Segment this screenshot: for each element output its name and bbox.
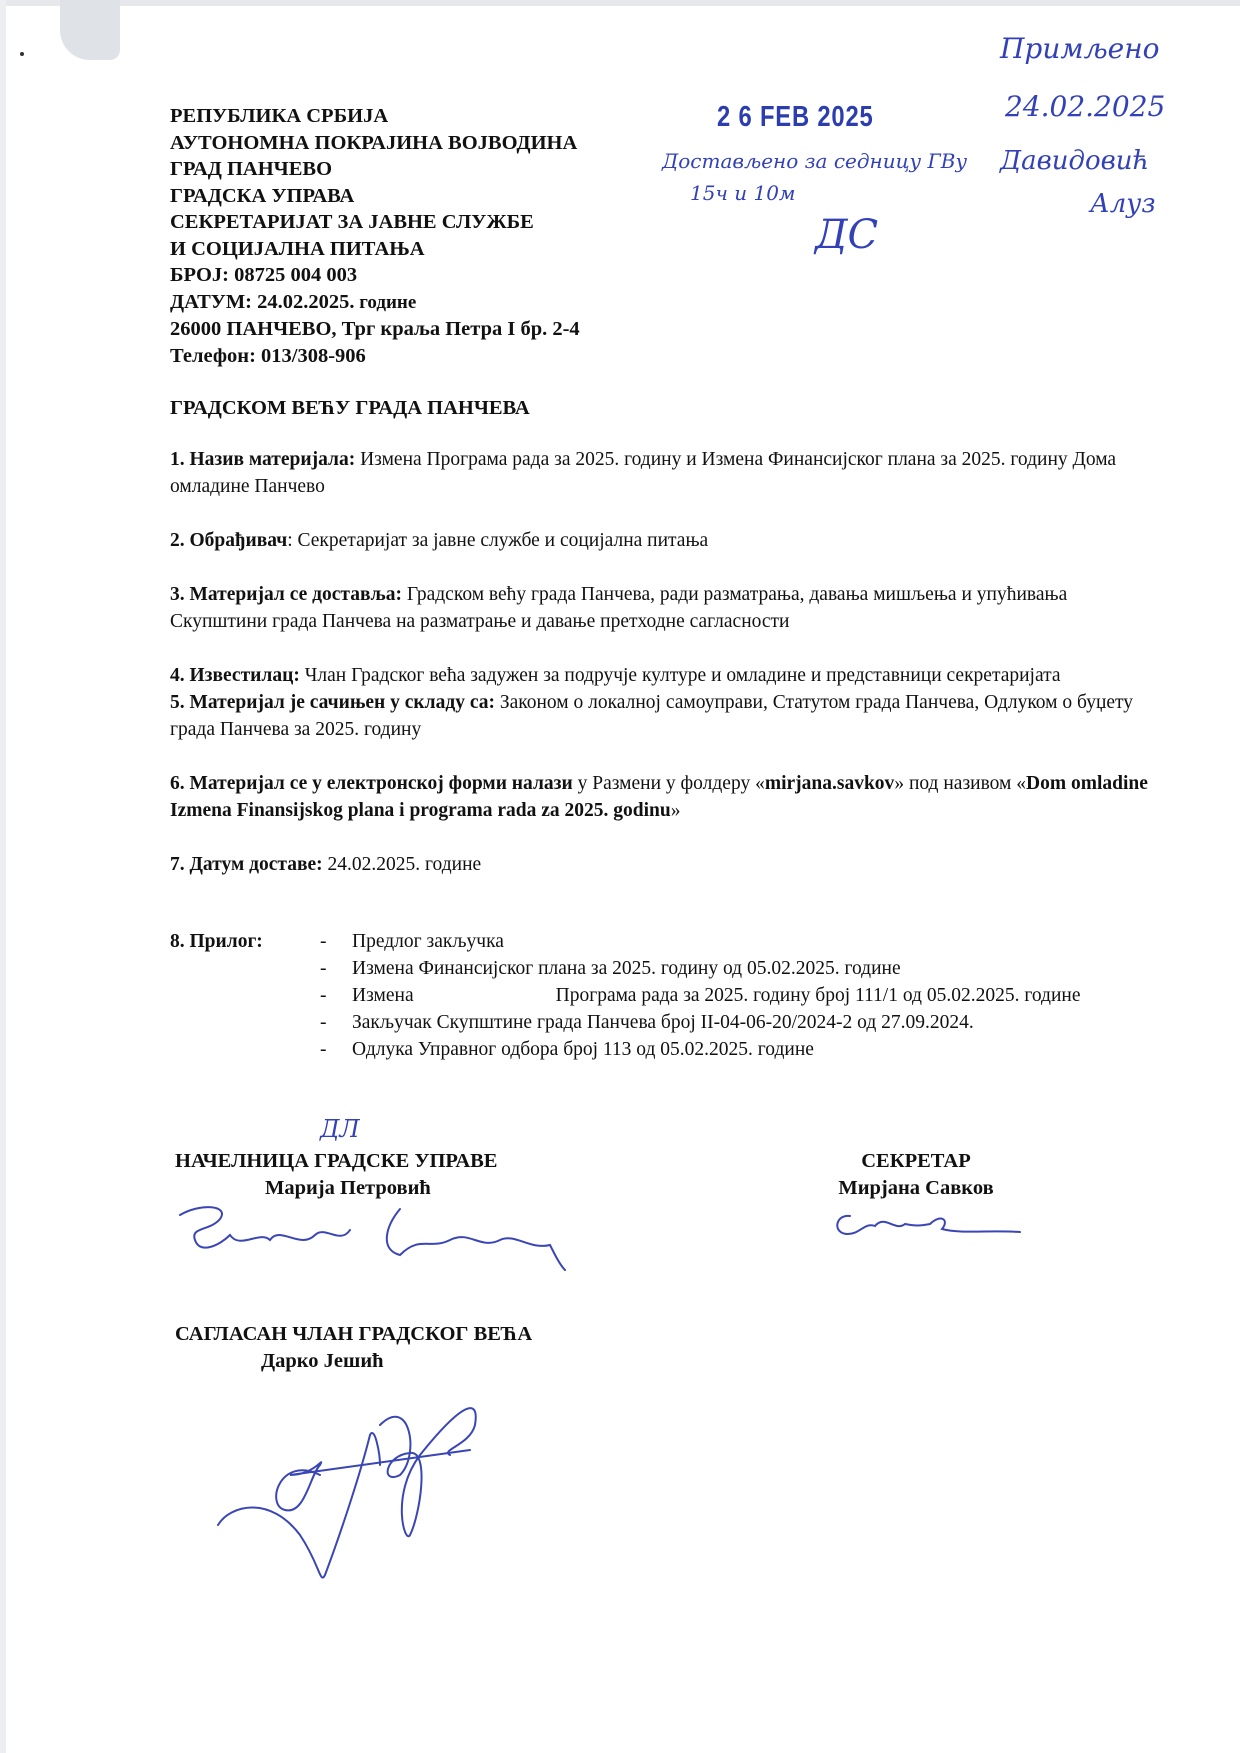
signature-block-council-member — [175, 1321, 532, 1375]
item-text: Члан Градског већа задужен за подручје културе и омладине и представници секретаријата — [299, 665, 1061, 686]
letterhead-line: ГРАДСКА УПРАВА — [170, 184, 355, 207]
bullet-dash: - — [320, 931, 327, 952]
handwritten-clerk-name: Давидовић — [1000, 146, 1150, 176]
signature-scribble-head — [170, 1205, 610, 1275]
handwritten-clerk-sign: Алуз — [1090, 189, 1156, 219]
signatory-name: Марија Петровић — [265, 1177, 431, 1199]
attachment-item — [320, 1009, 1220, 1036]
signature-block-head — [175, 1148, 498, 1202]
item-delivered-to — [170, 581, 1150, 635]
handwritten-delivered-note: Достављено за седницу ГВу — [662, 149, 968, 173]
document-number: БРОЈ: 08725 004 003 — [170, 264, 358, 286]
item-label: 3. Материјал се доставља: — [170, 584, 402, 605]
item-label: 6. Материјал се у електронској форми налази — [170, 773, 573, 794]
scan-top-edge — [0, 0, 1240, 6]
signature-stroke — [180, 1207, 350, 1248]
item-label: 1. Назив материјала: — [170, 449, 356, 470]
handwritten-delivered-time: 15ч и 10м — [690, 181, 796, 205]
letterhead-line: И СОЦИЈАЛНА ПИТАЊА — [170, 237, 425, 260]
addressee: ГРАДСКОМ ВЕЋУ ГРАДА ПАНЧЕВА — [170, 397, 530, 419]
item-processor — [170, 527, 1150, 554]
item-text: Законом о локалној самоуправи, Статутом града Панчева, Одлуком о буџету града Панчева за 2025. годину — [170, 692, 1134, 740]
handwritten-received-date: 24.02.2025 — [1005, 90, 1166, 123]
signatory-title: НАЧЕЛНИЦА ГРАДСКЕ УПРАВЕ — [175, 1150, 498, 1172]
attachments-list — [320, 928, 1220, 1063]
item-text: 24.02.2025. године — [322, 854, 482, 875]
torn-corner — [60, 0, 120, 60]
scan-left-edge — [0, 0, 6, 1753]
item-material-name — [170, 446, 1150, 500]
handwritten-approval-initials: ДЛ — [320, 1115, 360, 1143]
attachment-text: Предлог закључка — [352, 931, 504, 952]
electronic-document-name: Dom omladine Izmena Finansijskog plana i programa rada za 2025. godinu — [170, 773, 1148, 821]
attachment-item — [320, 955, 1220, 982]
document-date — [170, 289, 580, 317]
item-text: Измена Програма рада за 2025. годину и Измена Финансијског плана за 2025. годину Дома омладине Панчево — [170, 449, 1117, 497]
attachment-text: Програма рада за 2025. годину број 111/1 од 05.02.2025. године — [555, 985, 1081, 1006]
attachment-text: Измена — [352, 985, 414, 1006]
phone: Телефон: 013/308-906 — [170, 344, 366, 367]
attachment-text: Измена Финансијског плана за 2025. годину од 05.02.2025. године — [352, 958, 901, 979]
item-legal-basis — [170, 689, 1150, 743]
bullet-dash: - — [320, 985, 327, 1006]
signature-scribble-secretary — [830, 1204, 1030, 1244]
signature-stroke — [387, 1209, 565, 1270]
item-text: » — [670, 800, 681, 821]
attachment-item — [320, 982, 1220, 1009]
attachment-item — [320, 1036, 1220, 1063]
item-text: у Размени у фолдеру « — [572, 773, 765, 794]
item-text: : Секретаријат за јавне службе и социјална питања — [287, 530, 709, 551]
letterhead-line: РЕПУБЛИКА СРБИЈА — [170, 105, 389, 127]
attachment-item — [320, 928, 1220, 955]
item-text: » под називом « — [894, 773, 1027, 794]
letterhead-line: ГРАД ПАНЧЕВО — [170, 158, 333, 180]
letterhead — [170, 103, 580, 369]
item-label: 2. Обрађивач — [170, 530, 288, 551]
item-label: 5. Материјал је сачињен у складу са: — [170, 692, 495, 713]
scan-speck — [20, 52, 24, 56]
signatory-name: Дарко Јешић — [261, 1350, 384, 1372]
document-body — [170, 446, 1150, 878]
handwritten-initials: ДС — [815, 212, 879, 258]
attachment-text: Закључак Скупштине града Панчева број II-04-06-20/2024-2 од 27.09.2024. — [352, 1012, 974, 1033]
bullet-dash: - — [320, 958, 327, 979]
date-suffix: године — [354, 291, 417, 313]
signatory-title: СЕКРЕТАР — [861, 1150, 971, 1172]
signature-scribble-council-member — [210, 1395, 510, 1595]
attachments-label: 8. Прилог: — [170, 931, 263, 952]
received-date-stamp: 2 6 FEB 2025 — [717, 101, 874, 133]
bullet-dash: - — [320, 1039, 327, 1060]
item-label: 7. Датум доставе: — [170, 854, 323, 875]
item-label: 4. Известилац: — [170, 665, 300, 686]
letterhead-line: СЕКРЕТАРИЈАТ ЗА ЈАВНЕ СЛУЖБЕ — [170, 211, 534, 233]
signature-stroke — [380, 1408, 476, 1536]
letterhead-line: АУТОНОМНА ПОКРАЈИНА ВОЈВОДИНА — [170, 131, 578, 154]
item-electronic-location — [170, 770, 1150, 824]
folder-name: mirjana.savkov — [764, 773, 895, 794]
bullet-dash: - — [320, 1012, 327, 1033]
signature-stroke — [837, 1216, 1020, 1234]
signature-stroke — [276, 1450, 470, 1510]
handwritten-received-word: Примљено — [1000, 32, 1160, 65]
address: 26000 ПАНЧЕВО, Трг краља Петра I бр. 2-4 — [170, 318, 580, 340]
signature-block-secretary — [816, 1148, 1016, 1202]
signatory-name: Мирјана Савков — [838, 1177, 994, 1199]
item-rapporteur — [170, 662, 1150, 689]
date-label: ДАТУМ: 24.02.2025. — [170, 290, 355, 313]
signatory-title: САГЛАСАН ЧЛАН ГРАДСКОГ ВЕЋА — [175, 1323, 533, 1345]
item-delivery-date — [170, 851, 1150, 878]
item-text: Градском већу града Панчева, ради разматрања, давања мишљења и упућивања Скупштини града Панчева на разматрање и давање претходне сагласности — [170, 584, 1068, 632]
attachment-text: Одлука Управног одбора број 113 од 05.02.2025. године — [352, 1039, 814, 1060]
